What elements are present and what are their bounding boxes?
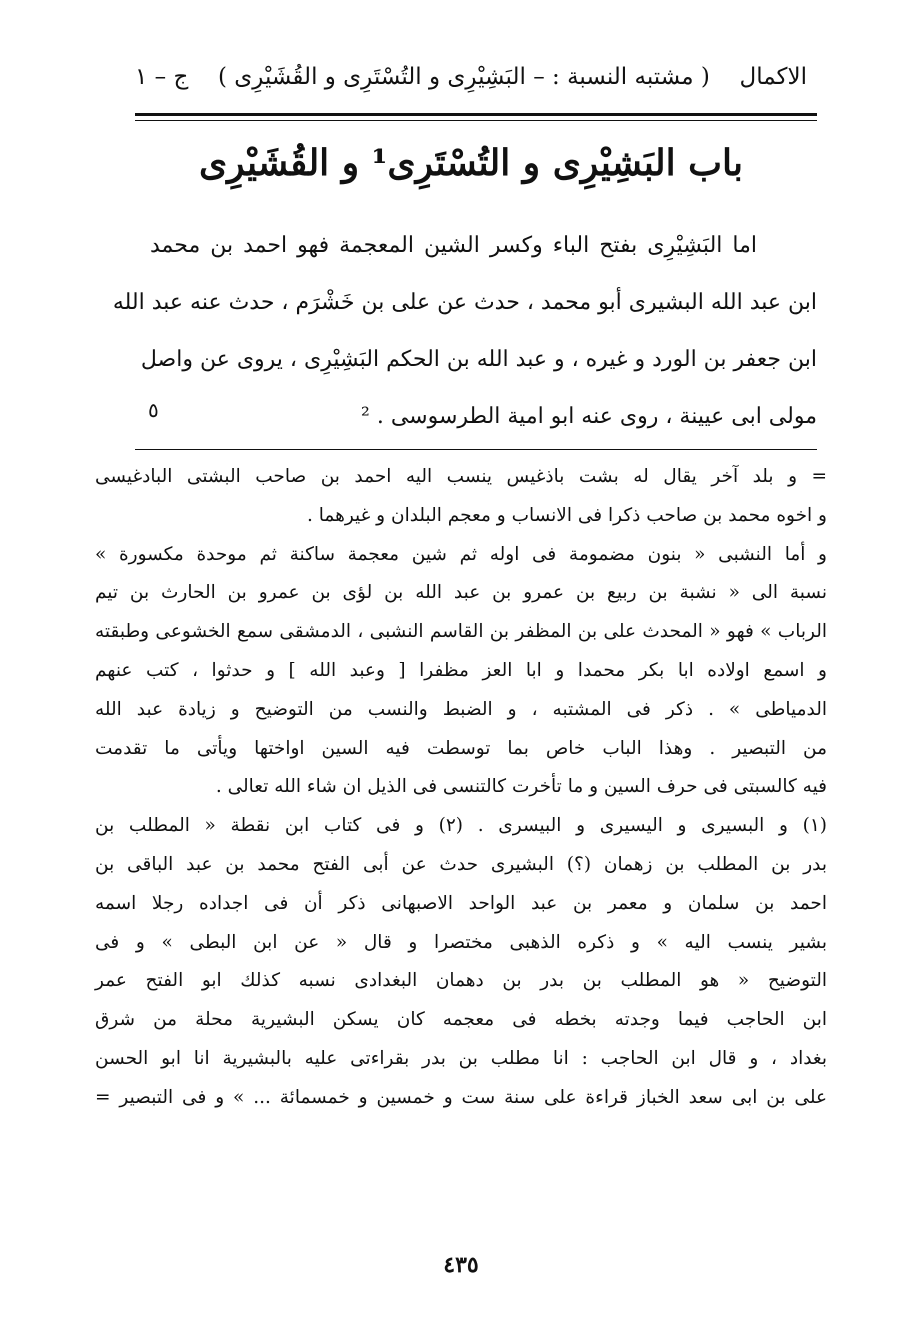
margin-line-number: ٥ (148, 398, 159, 422)
footnote-line: التوضيح « هو المطلب بن بدر بن دهمان البغدادى نسبه كذلك ابو الفتح عمر (95, 970, 827, 992)
footnote-line: الرباب » فهو « المحدث على بن المظفر بن القاسم النشبى ، الدمشقى سمع الخشوعى وطبقته (95, 621, 827, 643)
footnote-line: و أما النشبى « بنون مضمومة فى اوله ثم شين معجمة ساكنة ثم موحدة مكسورة » (95, 543, 827, 565)
footnote-line: و اخوه محمد بن صاحب ذكرا فى الانساب و معجم البلدان و غيرهما . (306, 504, 827, 526)
main-text-line: ابن جعفر بن الورد و غيره ، و عبد الله بن الحكم البَشِيْرِى ، يروى عن واصل (140, 347, 817, 372)
main-text-line: مولى ابى عيينة ، روى عنه ابو امية الطرسوسى . ² (361, 404, 817, 429)
footnote-line: (١) و البسيرى و اليسيرى و البيسرى . (٢) و فى كتاب ابن نقطة « المطلب بن (95, 815, 827, 837)
footnote-line: احمد بن سلمان و معمر بن عبد الواحد الاصبهانى ذكر أن فى اجداده رجلا اسمه (95, 892, 827, 914)
footnote-separator-rule (135, 449, 817, 450)
main-text (112, 217, 817, 445)
header-section-title: ( مشتبه النسبة : – البَشِيْرِى و التُسْتَرِى و القُشَيْرِى ) (217, 64, 710, 90)
main-text-line: اما البَشِيْرِى بفتح الباء وكسر الشين المعجمة فهو احمد بن محمد (150, 233, 757, 258)
footnote-line: بدر بن المطلب بن زهمان (؟) البشيرى حدث عن أبى الفتح محمد بن عبد الباقى بن (95, 853, 827, 875)
header-rule (135, 113, 817, 116)
footnote-line: بشير ينسب اليه » و ذكره الذهبى مختصرا و قال « عن ابن البطى » و فى (95, 931, 827, 953)
footnote-line: نسبة الى « نشبة بن ربيع بن عمرو بن عبد الله بن لؤى بن عمرو بن الحارث بن تيم (95, 582, 827, 604)
footnote-line: على بن ابى سعد الخباز قراءة على سنة ست و خمسين و خمسمائة ... » و فى التبصير = (95, 1086, 827, 1108)
footnote-line: ابن الحاجب فيما وجدته بخطه فى معجمه كان يسكن البشيرية محلة من شرق (95, 1009, 827, 1031)
page-number: ٤٣٥ (443, 1252, 479, 1278)
running-header (135, 64, 807, 90)
chapter-title: باب البَشِيْرِى و التُسْتَرِى¹ و القُشَيْرِى (198, 142, 743, 184)
footnote-line: الدمياطى » . ذكر فى المشتبه ، و الضبط والنسب من التوضيح و زيادة عبد الله (95, 698, 827, 720)
footnote-line: من التبصير . وهذا الباب خاص بما توسطت فيه السين اواختها ويأتى ما تقدمت (95, 737, 827, 759)
header-book-title: الاكمال (739, 64, 807, 90)
footnote-line: بغداد ، و قال ابن الحاجب : انا مطلب بن بدر بقراءتى عليه بالبشيرية انا ابو الحسن (95, 1047, 827, 1069)
footnote-line: = و بلد آخر يقال له بشت باذغيس ينسب اليه احمد بن صاحب البشتى البادغيسى (95, 466, 827, 487)
header-volume: ج – ١ (135, 64, 189, 90)
footnotes (95, 458, 827, 1118)
footnote-line: فيه كالسبتى فى حرف السين و ما تأخرت كالتنسى فى الذيل ان شاء الله تعالى . (215, 776, 827, 798)
footnote-line: و اسمع اولاده ابا بكر محمدا و ابا العز مظفرا [ وعبد الله ] و حدثوا ، كتب عنهم (95, 659, 827, 681)
main-text-line: ابن عبد الله البشيرى أبو محمد ، حدث عن على بن خَشْرَم ، حدث عنه عبد الله (112, 290, 817, 315)
header-rule-thin (135, 120, 817, 121)
